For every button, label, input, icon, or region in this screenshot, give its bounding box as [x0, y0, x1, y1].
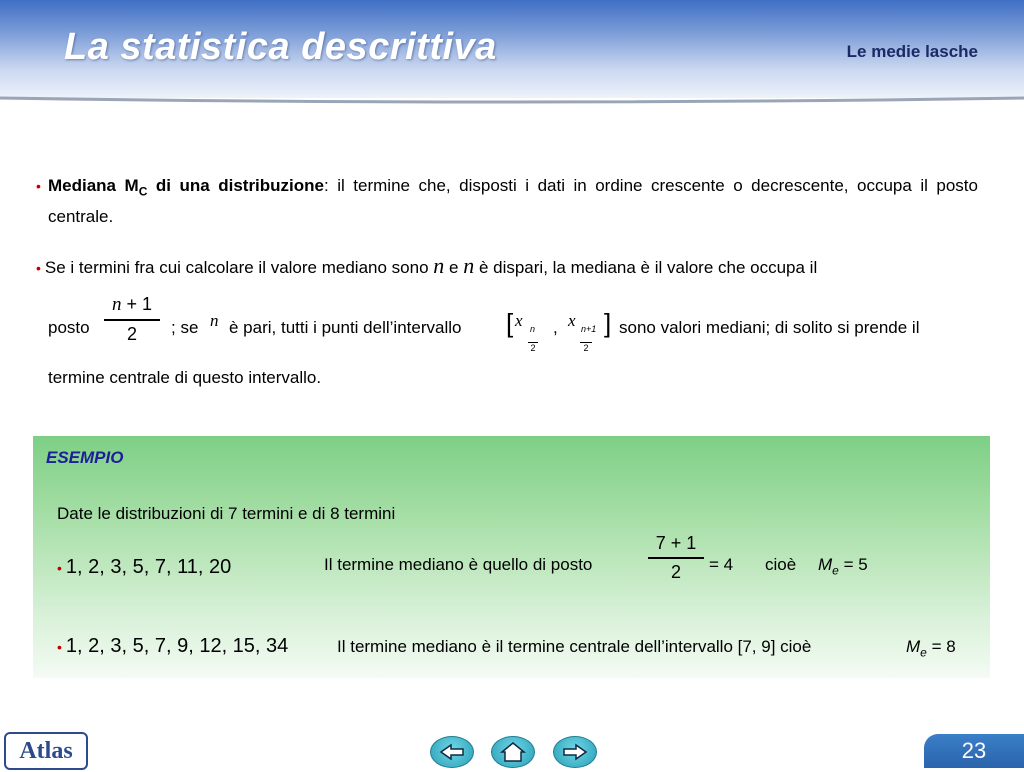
item1-cioe: cioè [765, 555, 797, 574]
paragraph-termini-line1: • Se i termini fra cui calcolare il valore mediano sono n e n è dispari, la mediana è il valore che occupa il [36, 253, 818, 278]
example-item-2: • 1, 2, 3, 5, 7, 9, 12, 15, 34 [57, 635, 289, 657]
paragraph-mediana [36, 173, 978, 230]
sub-2b: 2 [580, 342, 592, 353]
item1-eq: = 4 [709, 555, 734, 574]
arrow-right-icon [554, 737, 596, 767]
fraction-7-plus-1: 7 + 1 2 [648, 533, 704, 583]
example-label: ESEMPIO [46, 448, 124, 467]
pari-text: è pari, tutti i punti dell’intervallo [229, 318, 462, 337]
x-var-2: x [568, 311, 576, 330]
slide-title: La statistica descrittiva [64, 26, 497, 68]
bullet-icon: • [57, 639, 62, 655]
fraction-n-plus-1: n + 1 2 [104, 294, 160, 345]
arrow-left-icon [431, 737, 473, 767]
page-number: 23 [924, 734, 1024, 768]
x-var-1: x [515, 311, 523, 330]
example-intro: Date le distribuzioni di 7 termini e di 8 termini [57, 504, 396, 523]
sub-2: 2 [528, 342, 538, 353]
n-var: n [210, 311, 219, 330]
paragraph-mediana-text: Mediana $M_C$ di una distribuzione: il termine che, disposti i dati in ordine crescente o decrescente, occupa il posto centrale. [48, 176, 978, 227]
bracket-open: [ [506, 308, 514, 338]
slide-subtitle: Le medie lasche [846, 42, 978, 61]
item2-text: Il termine mediano è il termine centrale dell’intervallo [7, 9] cioè [337, 637, 812, 656]
bullet-icon: • [57, 560, 62, 576]
item1-median: $M_e = 5$ [818, 555, 868, 578]
next-button[interactable] [553, 736, 597, 768]
home-icon [492, 737, 534, 767]
comma: , [553, 318, 558, 337]
home-button[interactable] [491, 736, 535, 768]
sub-n: n [530, 324, 536, 334]
example-item-1: • 1, 2, 3, 5, 7, 11, 20 [57, 556, 232, 578]
valori-mediani-text: sono valori mediani; di solito si prende il [619, 318, 920, 337]
prev-button[interactable] [430, 736, 474, 768]
item2-median: $M_e = 8$ [906, 637, 956, 660]
bullet-icon: • [36, 178, 41, 194]
se-label: ; se [171, 318, 199, 337]
bullet-icon: • [36, 260, 41, 276]
atlas-logo[interactable]: Atlas [4, 732, 88, 770]
item1-text: Il termine mediano è quello di posto [324, 555, 593, 574]
bracket-close: ] [604, 308, 612, 338]
sub-n1: n+1 [581, 324, 597, 334]
header-divider [0, 94, 1024, 106]
paragraph-termini-line3: termine centrale di questo intervallo. [48, 368, 322, 387]
posto-label: posto [48, 318, 90, 337]
